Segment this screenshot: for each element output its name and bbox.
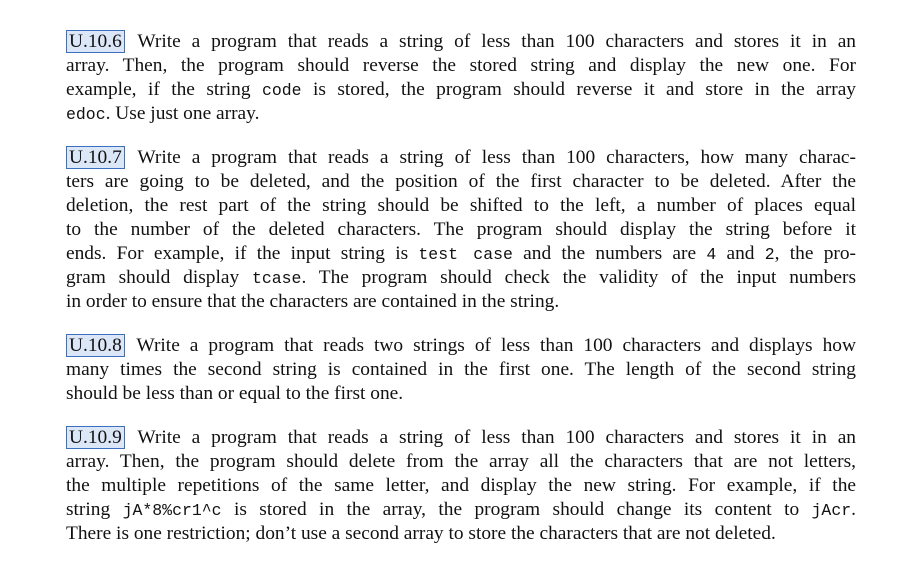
exercise-label[interactable]: U.10.6 <box>66 30 125 53</box>
body-text: . <box>851 499 856 520</box>
body-text: ends. For example, if the input string is <box>66 243 419 264</box>
body-text: , the pro- <box>774 243 857 264</box>
body-text: example, if the string <box>66 79 262 100</box>
text-line <box>66 474 856 498</box>
exercise-u-10-7 <box>66 146 856 314</box>
exercise-u-10-8 <box>66 334 856 406</box>
text-line <box>66 266 856 290</box>
exercise-label[interactable]: U.10.7 <box>66 146 125 169</box>
document-page <box>66 30 856 566</box>
body-text: should be less than or equal to the first one. <box>66 383 404 404</box>
text-line <box>66 30 856 54</box>
text-line <box>66 218 856 242</box>
text-line <box>66 522 856 546</box>
body-text: is stored, the program should reverse it and store in the array <box>301 79 857 100</box>
code-text: 4 <box>706 245 717 264</box>
code-text: code <box>261 81 302 100</box>
body-text: gram should display <box>66 267 252 288</box>
text-line <box>66 450 856 474</box>
body-text: in order to ensure that the characters are contained in the string. <box>66 291 560 312</box>
body-text: array. Then, the program should delete from the array all the characters that are not letters, <box>66 451 856 472</box>
text-line <box>66 382 856 406</box>
text-line <box>66 194 856 218</box>
body-text: There is one restriction; don’t use a second array to store the characters that are not deleted. <box>66 523 776 544</box>
body-text: . The program should check the validity of the input numbers <box>301 267 856 288</box>
text-line <box>66 426 856 450</box>
text-line <box>66 498 856 522</box>
body-text: array. Then, the program should reverse the stored string and display the new one. For <box>66 55 856 76</box>
body-text: Write a program that reads a string of less than 100 characters and stores it in an <box>126 427 856 448</box>
code-text: tcase <box>251 269 302 288</box>
body-text: Write a program that reads two strings of less than 100 characters and displays how <box>126 335 856 356</box>
body-text: to the number of the deleted characters. The program should display the string before it <box>66 219 856 240</box>
code-text: edoc <box>66 105 106 124</box>
text-line <box>66 358 856 382</box>
body-text: Write a program that reads a string of less than 100 characters and stores it in an <box>126 31 856 52</box>
body-text: and <box>716 243 765 264</box>
exercise-label[interactable]: U.10.8 <box>66 334 125 357</box>
code-text: test case <box>418 245 513 264</box>
body-text: . Use just one array. <box>105 103 260 124</box>
text-line <box>66 54 856 78</box>
text-line <box>66 102 856 126</box>
body-text: Write a program that reads a string of less than 100 characters, how many charac- <box>126 147 856 168</box>
body-text: many times the second string is contained in the first one. The length of the second string <box>66 359 856 380</box>
body-text: the multiple repetitions of the same letter, and display the new string. For example, if the <box>66 475 856 496</box>
body-text: and the numbers are <box>512 243 707 264</box>
body-text: deletion, the rest part of the string should be shifted to the left, a number of places equal <box>66 195 856 216</box>
body-text: string <box>66 499 123 520</box>
text-line <box>66 290 856 314</box>
code-text: jA*8%cr1^c <box>122 501 222 520</box>
body-text: ters are going to be deleted, and the position of the first character to be deleted. After the <box>66 171 856 192</box>
text-line <box>66 146 856 170</box>
text-line <box>66 170 856 194</box>
exercise-label[interactable]: U.10.9 <box>66 426 125 449</box>
text-line <box>66 78 856 102</box>
exercise-u-10-6 <box>66 30 856 126</box>
exercise-u-10-9 <box>66 426 856 546</box>
body-text: is stored in the array, the program should change its content to <box>221 499 812 520</box>
text-line <box>66 334 856 358</box>
code-text: jAcr <box>811 501 852 520</box>
text-line <box>66 242 856 266</box>
code-text: 2 <box>764 245 775 264</box>
